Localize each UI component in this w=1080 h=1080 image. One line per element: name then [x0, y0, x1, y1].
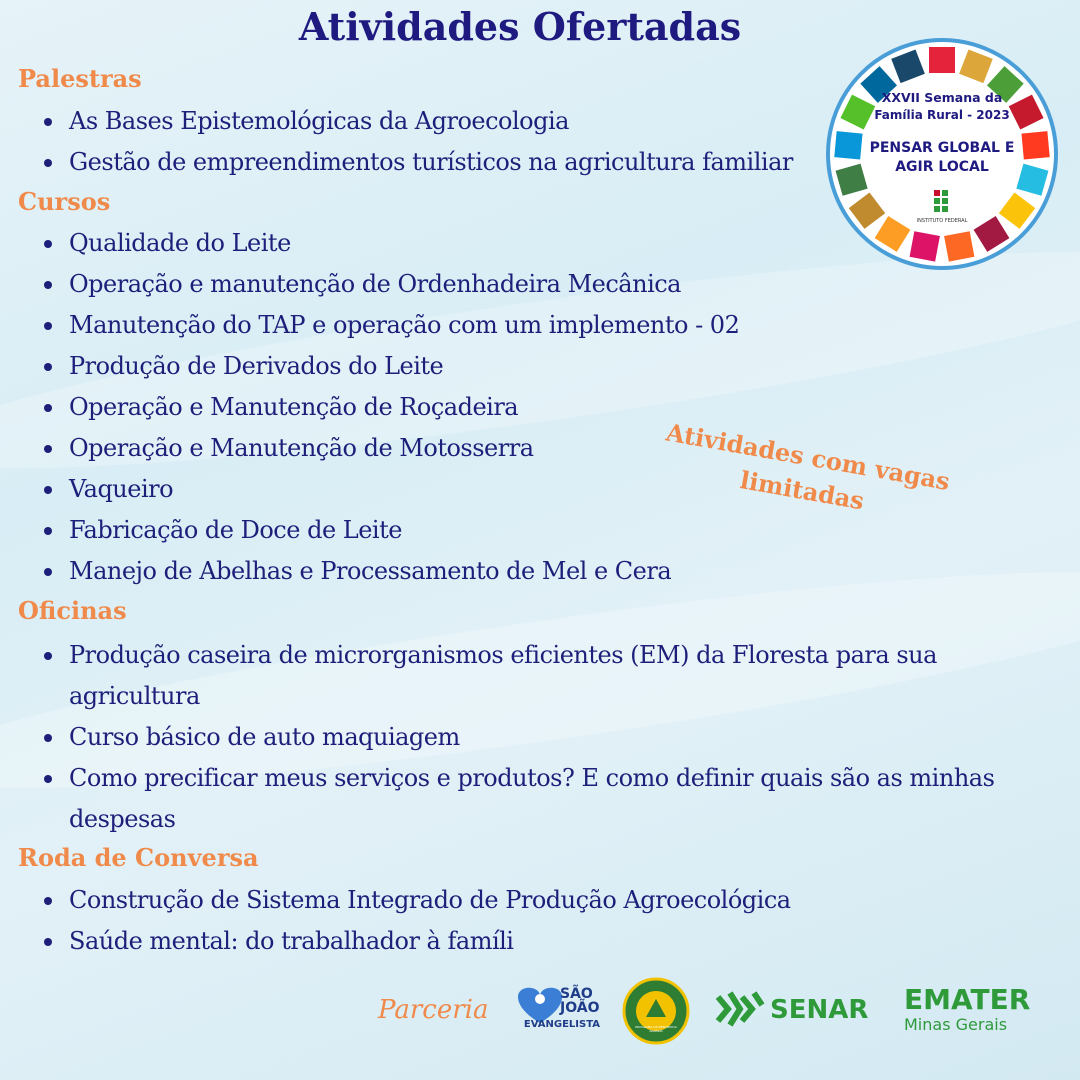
list-item: Produção caseira de microrganismos eficientes (EM) da Floresta para sua agricultura — [44, 635, 1034, 717]
senar-icon — [714, 987, 766, 1037]
event-logo-slogan2: AGIR LOCAL — [895, 159, 989, 175]
residencia-agraria-logo — [622, 977, 690, 1045]
sdg-tile-icon — [1021, 131, 1049, 159]
event-logo — [826, 38, 1058, 270]
list-item: Operação e manutenção de Ordenhadeira Mecânica — [44, 264, 739, 305]
list-item: Produção de Derivados do Leite — [44, 346, 739, 387]
list-item: Vaqueiro — [44, 469, 739, 510]
emater-logo — [904, 985, 1054, 1045]
emater-label: EMATER — [904, 983, 1031, 1016]
list-item: As Bases Epistemológicas da Agroecologia — [44, 101, 793, 142]
residencia-agraria-label: PROGRAMA DE RESIDÊNCIA AGRÁRIA — [635, 1025, 677, 1033]
list-roda-de-conversa — [44, 880, 791, 962]
sdg-tile-icon — [834, 131, 862, 159]
emater-region: Minas Gerais — [904, 1015, 1008, 1034]
list-item: Construção de Sistema Integrado de Produção Agroecológica — [44, 880, 791, 921]
event-logo-line1: XXVII Semana da — [881, 90, 1003, 105]
sdg-tile-icon — [929, 47, 955, 73]
list-item: Gestão de empreendimentos turísticos na agricultura familiar — [44, 142, 793, 183]
institution-label: INSTITUTO FEDERAL — [916, 218, 968, 224]
senar-label: SENAR — [770, 995, 869, 1025]
partners-bar — [0, 975, 1080, 1055]
list-item: Curso básico de auto maquiagem — [44, 717, 1034, 758]
list-cursos — [44, 223, 739, 592]
list-item: Saúde mental: do trabalhador à famíli — [44, 921, 791, 962]
sdg-wheel-icon — [826, 38, 1058, 270]
page-title: Atividades Ofertadas — [298, 4, 742, 49]
list-palestras — [44, 101, 793, 183]
list-item: Operação e Manutenção de Roçadeira — [44, 387, 739, 428]
list-item: Manutenção do TAP e operação com um implemento - 02 — [44, 305, 739, 346]
section-heading-cursos: Cursos — [18, 187, 111, 216]
list-item: Manejo de Abelhas e Processamento de Mel e Cera — [44, 551, 739, 592]
list-item: Fabricação de Doce de Leite — [44, 510, 739, 551]
sdg-tile-icon — [910, 231, 940, 261]
section-heading-roda-de-conversa: Roda de Conversa — [18, 843, 259, 872]
prefeitura-line3: EVANGELISTA — [523, 1019, 600, 1030]
sdg-tile-icon — [944, 231, 974, 261]
list-item: Qualidade do Leite — [44, 223, 739, 264]
prefeitura-line2: JOÃO — [560, 1000, 600, 1016]
list-oficinas — [44, 635, 1034, 840]
limited-spots-note: Atividades com vagas limitadas — [663, 417, 953, 516]
event-logo-slogan1: PENSAR GLOBAL E — [869, 140, 1015, 156]
section-heading-palestras: Palestras — [18, 64, 142, 93]
section-heading-oficinas: Oficinas — [18, 596, 127, 625]
list-item: Como precificar meus serviços e produtos? E como definir quais são as minhas despesas — [44, 758, 1034, 840]
heart-icon — [518, 988, 562, 1023]
senar-logo — [714, 987, 874, 1037]
partners-label: Parceria — [378, 995, 489, 1025]
prefeitura-line1: SÃO — [560, 986, 593, 1002]
list-item: Operação e Manutenção de Motosserra — [44, 428, 739, 469]
event-logo-line2: Família Rural - 2023 — [874, 108, 1010, 122]
prefeitura-sao-joao-evangelista-logo — [510, 977, 600, 1047]
